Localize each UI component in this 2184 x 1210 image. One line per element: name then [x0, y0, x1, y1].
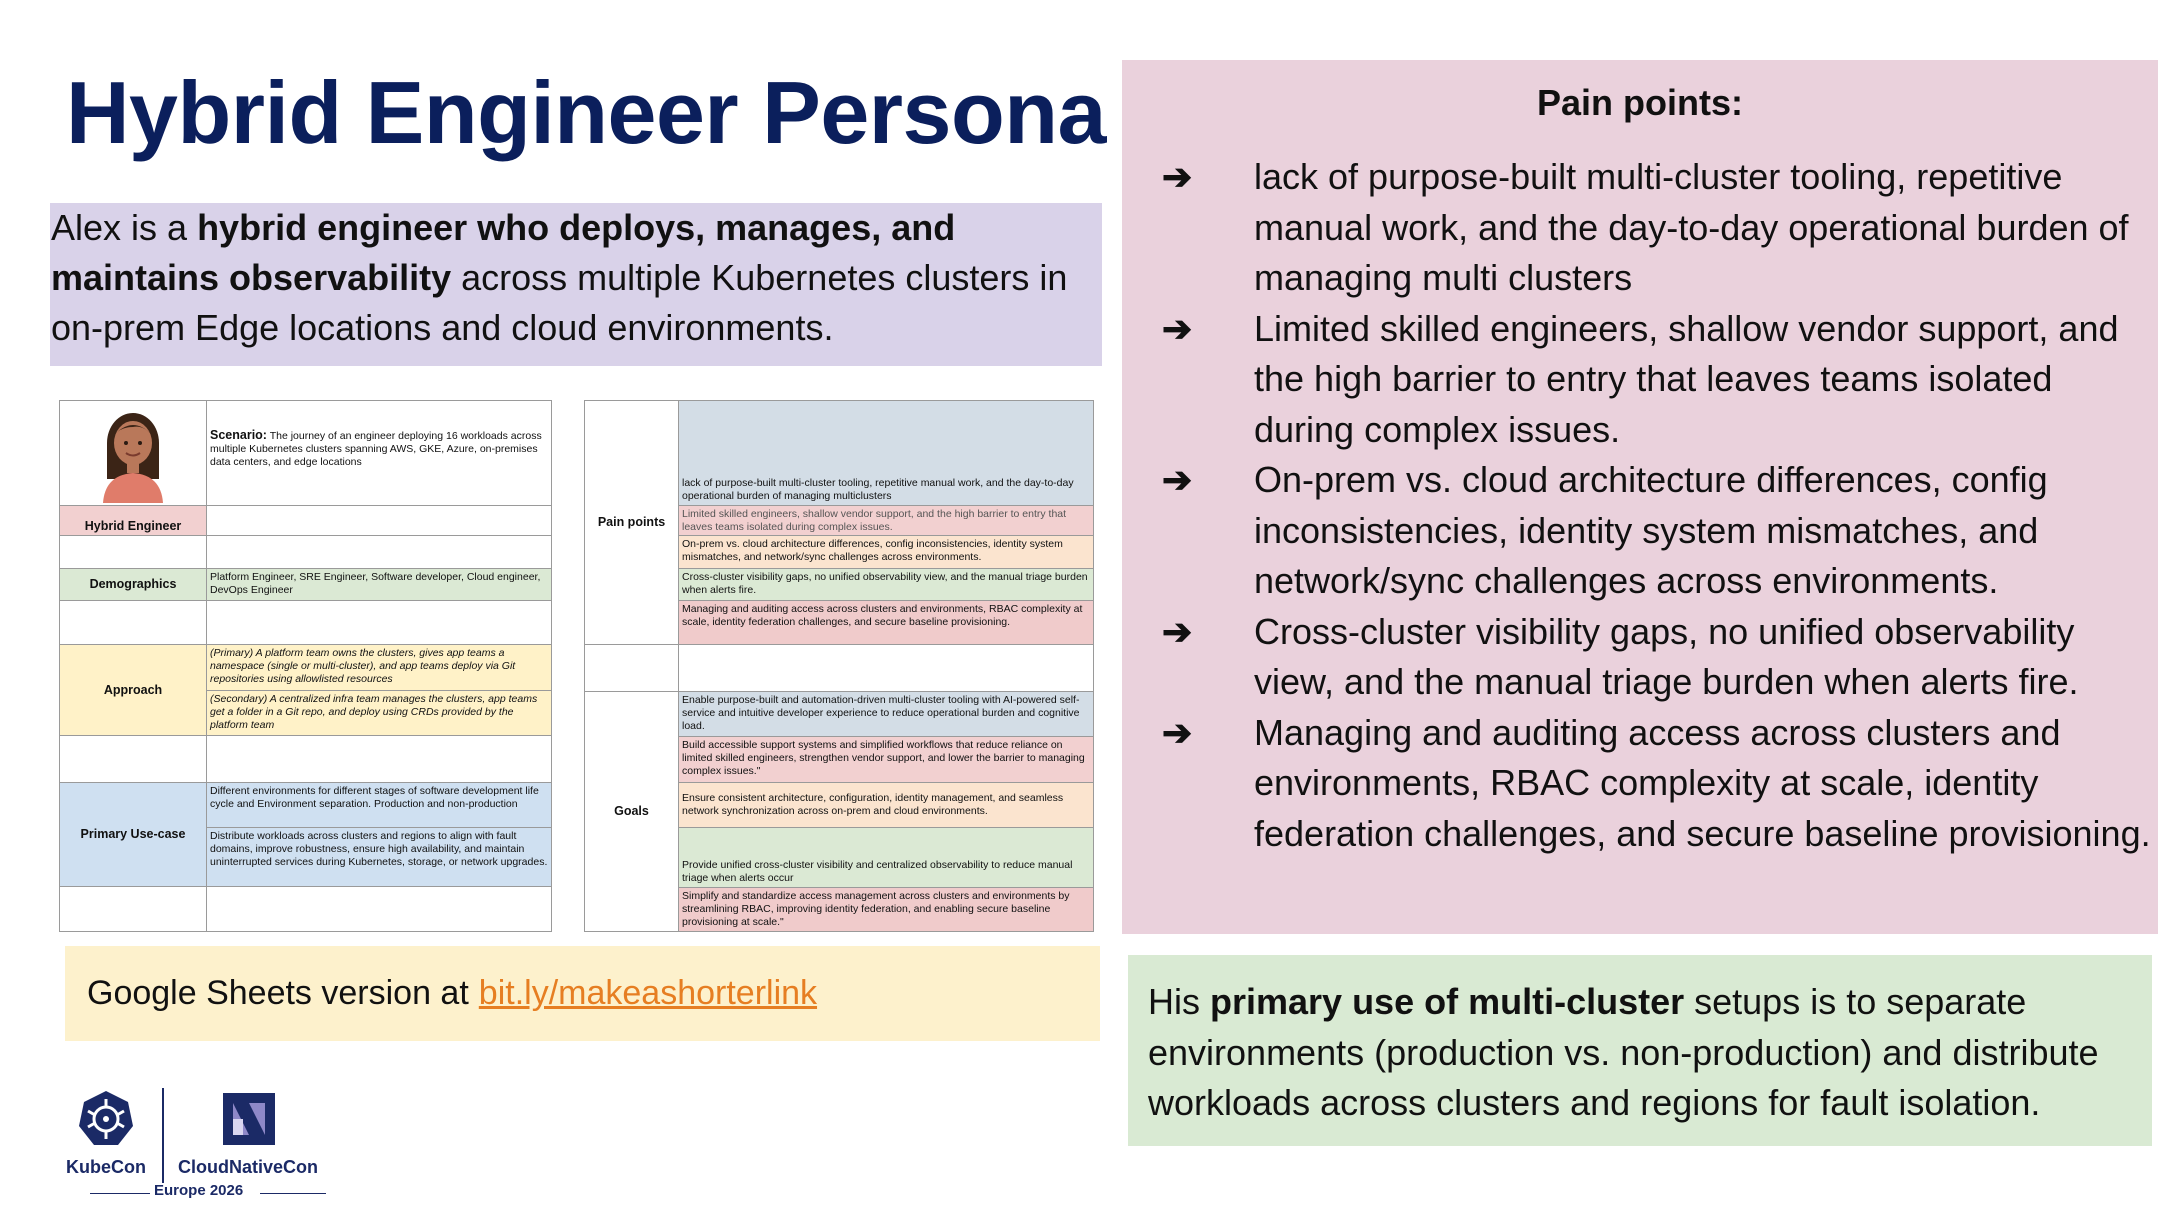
usecase-label: Primary Use-case	[59, 782, 207, 887]
empty-cell	[206, 886, 552, 932]
slide-title: Hybrid Engineer Persona	[66, 63, 1106, 162]
arrow-icon: ➔	[1162, 307, 1193, 349]
empty-cell	[206, 735, 552, 783]
logo-divider	[162, 1088, 164, 1183]
primary-use-text-end: setups is to separate environments (production vs. non-production) and distribute workloads across clusters and regions for fault isolation.	[1148, 981, 2099, 1123]
sheet-pain-4: Cross-cluster visibility gaps, no unified observability view, and the manual triage burden when alerts fire.	[678, 568, 1094, 601]
pain-point-item	[1162, 152, 2152, 304]
arrow-icon: ➔	[1162, 459, 1193, 500]
cloudnativecon-text: CloudNativeCon	[178, 1157, 319, 1177]
persona-avatar-icon	[63, 403, 203, 503]
empty-cell	[59, 600, 207, 645]
approach-secondary: (Secondary) A centralized infra team manages the clusters, app teams get a folder in a Git repo, and deploy using CRDs provided by the platform team	[206, 690, 552, 736]
sheet-goal-1: Enable purpose-built and automation-driven multi-cluster tooling with AI-powered self-service and intuitive developer experience to reduce operational burden and cognitive load.	[678, 691, 1094, 737]
empty-cell	[206, 600, 552, 645]
pain-points-list	[1162, 152, 2152, 859]
primary-use-text-start: His	[1148, 981, 1210, 1022]
avatar	[59, 400, 207, 506]
pain-point-text: lack of purpose-built multi-cluster tooling, repetitive manual work, and the day-to-day operational burden of managing multi clusters	[1254, 156, 2129, 298]
intro-text-start: Alex is a	[51, 207, 198, 248]
pain-point-text: Limited skilled engineers, shallow vendor support, and the high barrier to entry that leaves teams isolated during complex issues.	[1254, 307, 2119, 450]
edition-text: Europe 2026	[154, 1182, 244, 1199]
sheet-pain-5: Managing and auditing access across clusters and environments, RBAC complexity at scale, identity federation challenges, and secure baseline provisioning.	[678, 600, 1094, 645]
kubernetes-helm-icon	[76, 1089, 136, 1149]
scenario-text: The journey of an engineer deploying 16 workloads across multiple Kubernetes clusters spanning AWS, GKE, Azure, on-premises data centers, and edge locations	[210, 430, 542, 468]
primary-use-text-bold: primary use of multi-cluster	[1210, 981, 1685, 1022]
pain-point-item	[1162, 607, 2152, 708]
kubecon-text: KubeCon	[66, 1157, 146, 1177]
pain-point-text: Managing and auditing access across clusters and environments, RBAC complexity at scale, identity federation challenges, and secure baseline provisioning.	[1254, 711, 2151, 854]
empty-cell	[59, 535, 207, 569]
kubecon-logo	[60, 1085, 340, 1205]
intro-text-bold: hybrid engineer who deploys, manages, and maintains observability	[51, 207, 956, 298]
empty-cell	[584, 644, 679, 692]
sheet-goal-4: Provide unified cross-cluster visibility and centralized observability to reduce manual triage when alerts occur	[678, 827, 1094, 888]
pain-point-item	[1162, 455, 2152, 607]
pain-point-item	[1162, 304, 2152, 456]
logo-line-left	[90, 1193, 150, 1194]
usecase-2: Distribute workloads across clusters and regions to align with fault domains, improve robustness, ensure high availability, and maintain uninterrupted services during Kubernetes, storage, or network upgrades.	[206, 827, 552, 887]
sheet-goal-5: Simplify and standardize access management across clusters and environments by streamlining RBAC, improving identity federation, and enabling secure baseline provisioning at scale."	[678, 887, 1094, 932]
sheet-pain-1: lack of purpose-built multi-cluster tooling, repetitive manual work, and the day-to-day operational burden of managing multiclusters	[678, 400, 1094, 506]
logo-line-right	[260, 1193, 326, 1194]
sheets-link[interactable]: bit.ly/makeashorterlink	[478, 974, 818, 1012]
demographics-text: Platform Engineer, SRE Engineer, Software developer, Cloud engineer, DevOps Engineer	[206, 568, 552, 601]
sheets-link-text: Google Sheets version at	[87, 974, 469, 1012]
empty-cell	[206, 535, 552, 569]
persona-label: Hybrid Engineer	[59, 505, 207, 536]
goals-label: Goals	[584, 691, 679, 932]
empty-cell	[678, 644, 1094, 692]
sheet-goal-2: Build accessible support systems and simplified workflows that reduce reliance on limited skilled engineers, strengthen vendor support, and lower the barrier to managing complex issues."	[678, 736, 1094, 783]
pain-points-title: Pain points:	[1537, 82, 1743, 123]
scenario-label: Scenario:	[210, 428, 267, 442]
pain-point-text: Cross-cluster visibility gaps, no unified observability view, and the manual triage burden when alerts fire.	[1254, 610, 2079, 702]
empty-cell	[59, 886, 207, 932]
primary-use-panel	[1128, 955, 2152, 1146]
sheet-pain-2: Limited skilled engineers, shallow vendor support, and the high barrier to entry that leaves teams isolated during complex issues.	[678, 505, 1094, 536]
empty-cell	[59, 735, 207, 783]
approach-primary: (Primary) A platform team owns the clusters, gives app teams a namespace (single or multi-cluster), and app teams deploy via Git repositories using allowlisted resources	[206, 644, 552, 691]
sheet-pain-3: On-prem vs. cloud architecture differences, config inconsistencies, identity system mismatches, and network/sync challenges across environments.	[678, 535, 1094, 569]
sheet-goal-3: Ensure consistent architecture, configuration, identity management, and seamless network synchronization across on-prem and cloud environments.	[678, 782, 1094, 828]
arrow-icon: ➔	[1162, 711, 1193, 753]
arrow-icon: ➔	[1162, 610, 1193, 652]
pain-point-text: On-prem vs. cloud architecture differences, config inconsistencies, identity system mismatches, and network/sync challenges across environments.	[1254, 459, 2048, 601]
arrow-icon: ➔	[1162, 156, 1193, 197]
usecase-1: Different environments for different stages of software development life cycle and Environment separation. Production and non-production	[206, 782, 552, 828]
pain-points-panel	[1122, 60, 2158, 934]
empty-cell	[206, 505, 552, 536]
pain-points-label: Pain points	[584, 400, 679, 645]
cloudnativecon-icon	[223, 1093, 275, 1145]
persona-intro	[50, 203, 1102, 366]
demographics-label: Demographics	[59, 568, 207, 601]
pain-point-item	[1162, 708, 2152, 860]
google-sheets-banner	[65, 946, 1100, 1041]
scenario-cell	[206, 400, 552, 506]
intro-text-end: across multiple Kubernetes clusters in on-prem Edge locations and cloud environments.	[51, 257, 1068, 348]
approach-label: Approach	[59, 644, 207, 736]
